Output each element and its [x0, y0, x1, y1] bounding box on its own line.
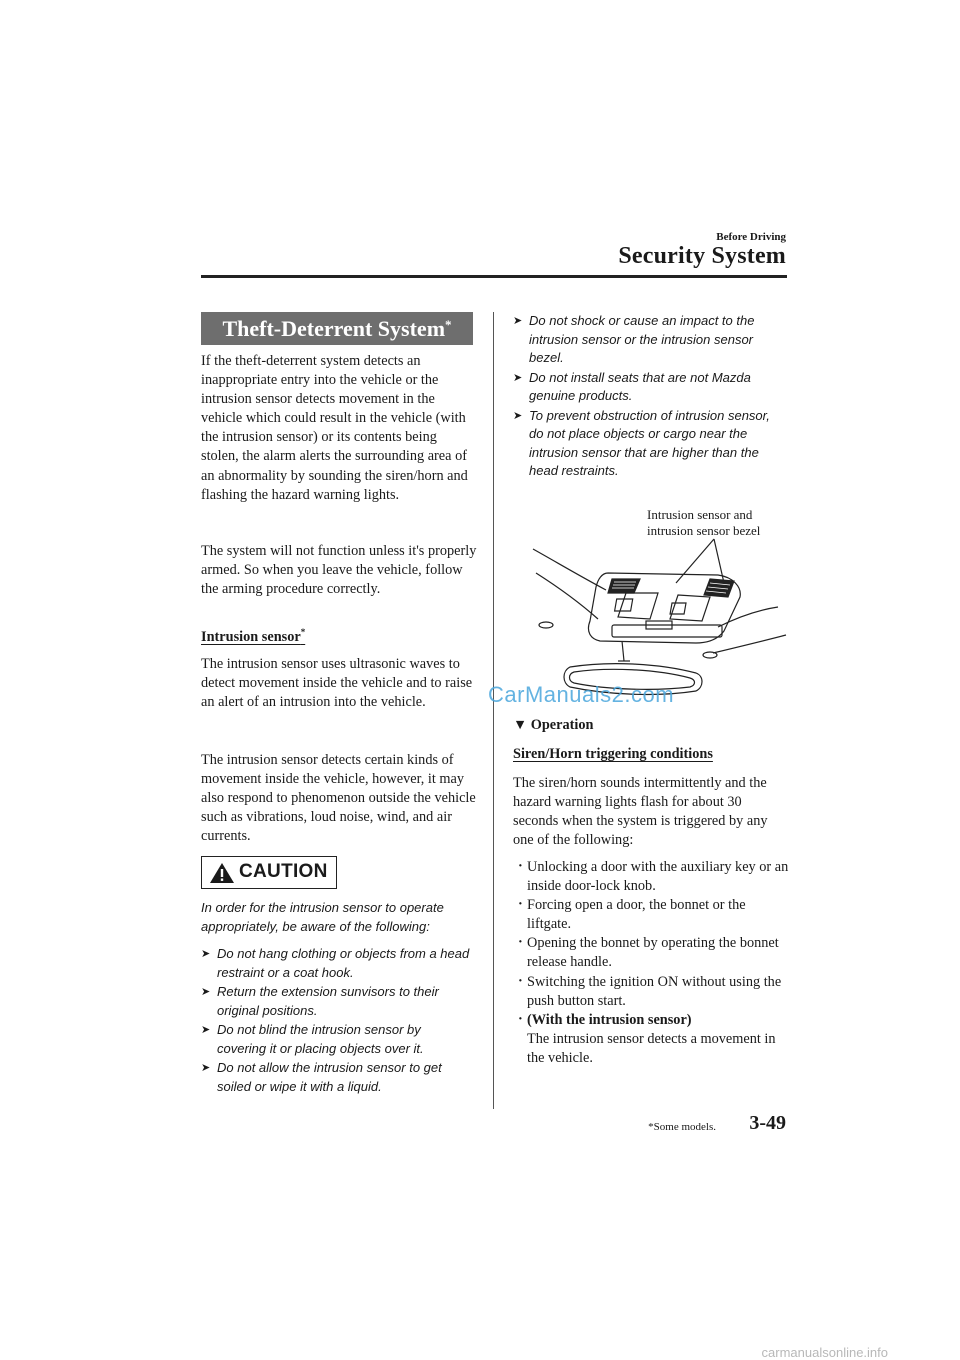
- list-item: · Unlocking a door with the auxiliary key or an inside door-lock knob.: [513, 858, 789, 896]
- lamp-lens-right: [670, 595, 710, 621]
- mirror-stem: [622, 641, 624, 661]
- siren-heading: Siren/Horn triggering conditions: [513, 746, 713, 762]
- clip-left: [539, 622, 553, 628]
- lamp-lens-left: [618, 593, 658, 619]
- trigger-list: [513, 858, 789, 1068]
- list-item-bold: · (With the intrusion sensor): [527, 1011, 692, 1028]
- intrusion-heading-text: Intrusion sensor: [201, 628, 301, 645]
- watermark: CarManuals2.com: [488, 682, 675, 707]
- caution-item: ➤ Do not hang clothing or objects from a head restraint or a coat hook.: [201, 945, 471, 982]
- banner-star: *: [445, 317, 452, 332]
- section-label: Before Driving: [716, 231, 786, 243]
- list-item: [513, 1011, 789, 1068]
- leader-line: [714, 539, 724, 583]
- headliner-edge-left: [533, 549, 606, 590]
- list-item: · Forcing open a door, the bonnet or the liftgate.: [513, 896, 789, 934]
- list-item: · Switching the ignition ON without using the push button start.: [513, 973, 789, 1011]
- figure-caption-line: intrusion sensor bezel: [647, 523, 761, 538]
- header-rule: [201, 275, 787, 278]
- siren-paragraph: The siren/horn sounds intermittently and the hazard warning lights flash for about 30 seconds when the system is triggered by any one of the following:: [513, 775, 768, 849]
- intro-paragraph: If the theft-deterrent system detects an inappropriate entry into the vehicle or the intrusion sensor detects movement in the vehicle which could result in the vehicle (with the intrusion sensor) or its contents being stolen, the alarm alerts the surrounding area of an abnormality by sounding the siren/horn and flashing the hazard warning lights.: [201, 353, 468, 503]
- caution-box: [201, 856, 337, 889]
- caution-item: ➤ To prevent obstruction of intrusion sensor, do not place objects or cargo near the intrusion sensor that are higher than the head restraints.: [513, 407, 787, 481]
- caution-list-left: [201, 945, 471, 1097]
- list-item: · Opening the bonnet by operating the bonnet release handle.: [513, 934, 789, 972]
- caution-list-right: [513, 312, 787, 482]
- caution-item: ➤ Do not blind the intrusion sensor by covering it or placing objects over it.: [201, 1021, 471, 1058]
- caution-item: ➤ Do not shock or cause an impact to the intrusion sensor or the intrusion sensor bezel.: [513, 312, 787, 368]
- operation-heading: ▼ Operation: [513, 717, 594, 733]
- leader-line: [676, 539, 714, 583]
- list-item-text: The intrusion sensor detects a movement in the vehicle.: [527, 1030, 776, 1066]
- sensor-left: [608, 579, 640, 593]
- caution-label: CAUTION: [239, 861, 328, 882]
- caution-item: ➤ Do not install seats that are not Mazda genuine products.: [513, 369, 787, 406]
- site-credit: carmanualsonline.info: [761, 1345, 888, 1360]
- clip-right: [703, 652, 717, 658]
- section-banner: [201, 312, 473, 345]
- warning-triangle-icon: [209, 862, 235, 884]
- page-number: 3-49: [749, 1112, 786, 1134]
- caution-item: ➤ Return the extension sunvisors to their original positions.: [201, 983, 471, 1020]
- ultrasonic-paragraph: The intrusion sensor uses ultrasonic waves to detect movement inside the vehicle and to raise an alert of an intrusion into the vehicle.: [201, 656, 473, 711]
- banner-title: Theft-Deterrent System: [222, 316, 446, 341]
- arming-paragraph: The system will not function unless it's properly armed. So when you leave the vehicle, follow the arming procedure correctly.: [201, 543, 477, 598]
- footnote: *Some models.: [648, 1121, 716, 1133]
- intrusion-sensor-heading: [201, 627, 305, 646]
- figure-caption-line: Intrusion sensor and: [647, 507, 753, 522]
- page-title: Security System: [618, 243, 786, 269]
- column-divider: [493, 312, 494, 1109]
- intrusion-heading-star: *: [300, 627, 306, 637]
- headliner-edge-right-lower: [713, 635, 786, 653]
- detection-paragraph: The intrusion sensor detects certain kinds of movement inside the vehicle, however, it may also respond to phenomenon outside the vehicle such as vibrations, loud noise, wind, and air currents.: [201, 752, 476, 845]
- caution-intro: In order for the intrusion sensor to operate appropriately, be aware of the following:: [201, 900, 444, 934]
- console-lower-panel: [612, 625, 722, 637]
- caution-item: ➤ Do not allow the intrusion sensor to get soiled or wipe it with a liquid.: [201, 1059, 471, 1096]
